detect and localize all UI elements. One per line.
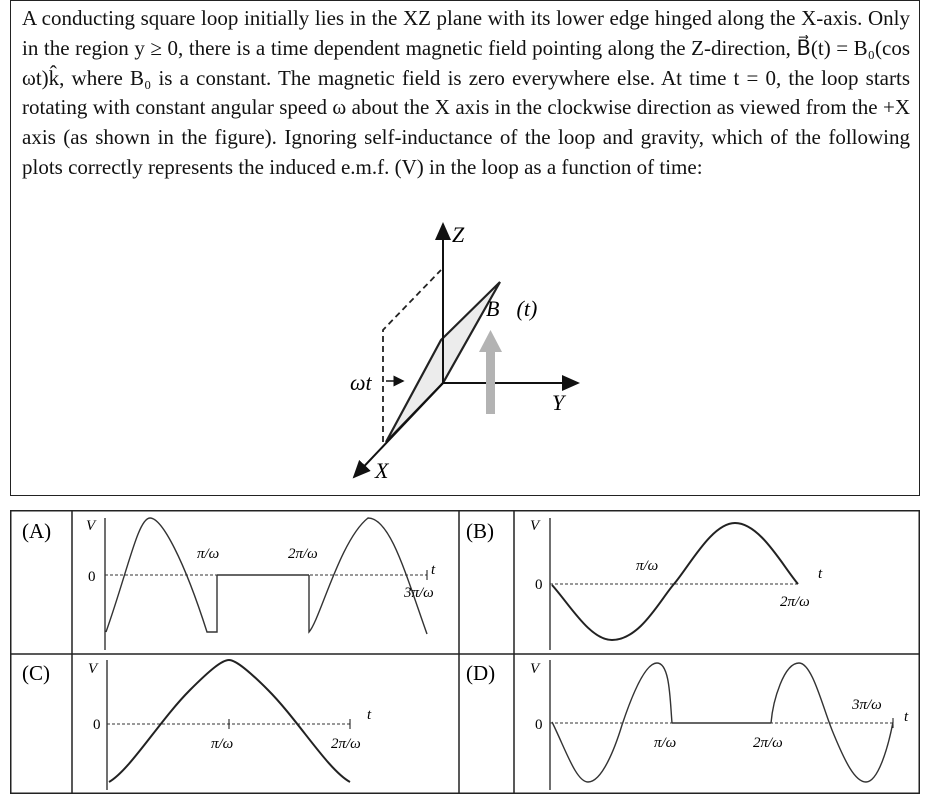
plot-c-t-label: t: [367, 707, 372, 723]
options-table: [10, 510, 920, 794]
plot-c-v-label: V: [88, 661, 98, 677]
option-c-label: (C): [22, 661, 50, 685]
plot-b: [530, 518, 823, 650]
plot-c: [88, 660, 372, 790]
plot-a-t-label: t: [431, 562, 436, 578]
plot-d-zero-label: 0: [535, 717, 543, 733]
x-axis-label: X: [375, 458, 389, 483]
question-text: A conducting square loop initially lies in the XZ plane with its lower edge hinged along the X-axis. Only in the region y ≥ 0, there is a time dependent magnetic field pointing along the Z-direction, B⃗(t) = B₀(cos ωt)k̂, where B₀ is a constant. The magnetic field is zero everywhere else. At time t = 0, the loop starts rotating with constant angular speed ω about the X axis in the clockwise direction as viewed from the +X axis (as shown in the figure). Ignoring self-inductance of the loop and gravity, which of the following plots correctly represents the induced e.m.f. (V) in the loop as a function of time:: [22, 6, 910, 179]
plot-c-tick-2: 2π/ω: [331, 736, 361, 752]
plot-a-tick-2: 2π/ω: [288, 546, 318, 562]
plot-d-t-label: t: [904, 709, 909, 725]
plot-b-curve: [552, 523, 798, 640]
option-d-label: (D): [466, 661, 496, 685]
plot-a: [86, 518, 436, 650]
z-axis-label: Z: [452, 222, 465, 247]
y-axis-label: Y: [552, 390, 565, 415]
plot-b-tick-2: 2π/ω: [780, 594, 810, 610]
field-arrow-shaft: [486, 350, 495, 414]
field-arrow-head: [479, 330, 502, 352]
plot-a-tick-3: 3π/ω: [404, 585, 434, 601]
plot-a-zero-label: 0: [88, 569, 96, 585]
plot-b-t-label: t: [818, 566, 823, 582]
plot-b-v-label: V: [530, 518, 540, 534]
plot-a-tick-1: π/ω: [197, 546, 220, 562]
angle-label: ωt: [350, 370, 372, 395]
plot-c-zero-label: 0: [93, 717, 101, 733]
plot-b-tick-1: π/ω: [636, 558, 659, 574]
plot-b-zero-label: 0: [535, 577, 543, 593]
plot-d-tick-3: 3π/ω: [852, 697, 882, 713]
option-b-label: (B): [466, 519, 494, 543]
plot-d-v-label: V: [530, 661, 540, 677]
plot-c-tick-1: π/ω: [211, 736, 234, 752]
plot-d: [530, 660, 909, 790]
plot-d-tick-1: π/ω: [654, 735, 677, 751]
x-axis: [354, 383, 443, 477]
plot-d-tick-2: 2π/ω: [753, 735, 783, 751]
field-label: B⃗(t): [486, 296, 538, 321]
option-a-label: (A): [22, 519, 52, 543]
plot-a-curve: [106, 518, 427, 634]
plot-a-v-label: V: [86, 518, 96, 534]
